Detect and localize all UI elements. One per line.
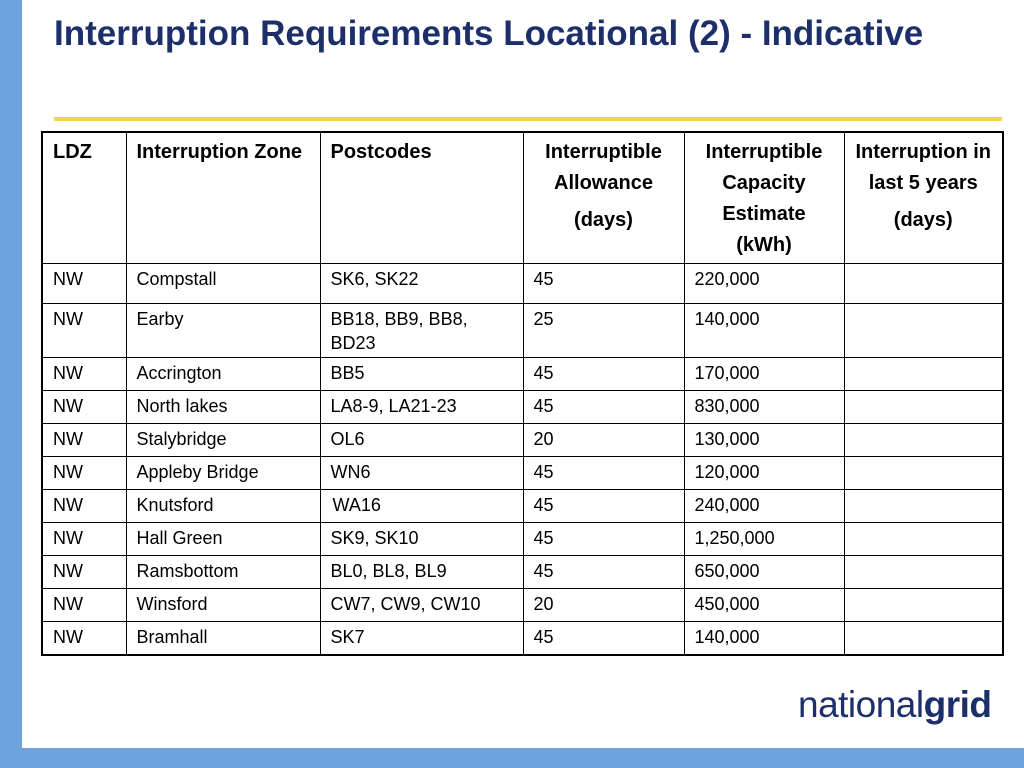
cell-zone: Appleby Bridge: [126, 457, 320, 490]
cell-zone: Accrington: [126, 358, 320, 391]
cell-zone: Bramhall: [126, 622, 320, 656]
cell-ldz: NW: [42, 424, 126, 457]
header-last5-unit: (days): [893, 209, 953, 231]
national-grid-logo: [798, 684, 992, 726]
table-row: [42, 304, 1003, 358]
cell-postcodes: WN6: [320, 457, 523, 490]
cell-ldz: NW: [42, 264, 126, 304]
cell-ldz: NW: [42, 622, 126, 656]
cell-postcodes: SK6, SK22: [320, 264, 523, 304]
cell-capacity: 650,000: [684, 556, 844, 589]
cell-zone: Compstall: [126, 264, 320, 304]
cell-allowance: 45: [523, 490, 684, 523]
logo-text-grid: grid: [923, 684, 992, 725]
table-row: [42, 358, 1003, 391]
cell-zone: Stalybridge: [126, 424, 320, 457]
cell-last5: [844, 556, 1003, 589]
interruption-table: [41, 131, 1004, 656]
cell-capacity: 240,000: [684, 490, 844, 523]
table-row: [42, 523, 1003, 556]
cell-allowance: 45: [523, 358, 684, 391]
cell-last5: [844, 490, 1003, 523]
header-interruptible-capacity: [684, 132, 844, 264]
cell-zone: North lakes: [126, 391, 320, 424]
header-capacity-label: Interruptible Capacity Estimate: [705, 141, 823, 225]
cell-allowance: 45: [523, 523, 684, 556]
cell-postcodes: WA16: [320, 490, 523, 523]
cell-postcodes: BL0, BL8, BL9: [320, 556, 523, 589]
cell-postcodes: CW7, CW9, CW10: [320, 589, 523, 622]
cell-last5: [844, 589, 1003, 622]
cell-allowance: 20: [523, 424, 684, 457]
cell-last5: [844, 391, 1003, 424]
table-row: [42, 622, 1003, 656]
header-allowance-unit: (days): [574, 209, 633, 231]
cell-zone: Ramsbottom: [126, 556, 320, 589]
header-interruptible-allowance: [523, 132, 684, 264]
cell-last5: [844, 424, 1003, 457]
cell-allowance: 25: [523, 304, 684, 358]
table-row: [42, 391, 1003, 424]
cell-zone: Winsford: [126, 589, 320, 622]
table-row: [42, 589, 1003, 622]
cell-allowance: 20: [523, 589, 684, 622]
header-interruption-last-5-years: [844, 132, 1003, 264]
table-row: [42, 490, 1003, 523]
cell-last5: [844, 358, 1003, 391]
cell-postcodes: SK7: [320, 622, 523, 656]
cell-postcodes: SK9, SK10: [320, 523, 523, 556]
table-header-row: [42, 132, 1003, 264]
cell-ldz: NW: [42, 304, 126, 358]
cell-postcodes: BB5: [320, 358, 523, 391]
cell-capacity: 130,000: [684, 424, 844, 457]
logo-text-national: national: [798, 684, 924, 725]
table-row: [42, 556, 1003, 589]
table-row: [42, 264, 1003, 304]
cell-ldz: NW: [42, 391, 126, 424]
cell-ldz: NW: [42, 457, 126, 490]
header-interruption-zone: Interruption Zone: [126, 132, 320, 264]
cell-postcodes: OL6: [320, 424, 523, 457]
cell-capacity: 1,250,000: [684, 523, 844, 556]
table-row: [42, 457, 1003, 490]
cell-allowance: 45: [523, 391, 684, 424]
cell-zone: Knutsford: [126, 490, 320, 523]
cell-capacity: 120,000: [684, 457, 844, 490]
cell-last5: [844, 622, 1003, 656]
cell-ldz: NW: [42, 589, 126, 622]
left-accent-bar: [0, 0, 22, 768]
cell-postcodes: LA8-9, LA21-23: [320, 391, 523, 424]
cell-capacity: 830,000: [684, 391, 844, 424]
title-divider: [54, 117, 1002, 121]
cell-ldz: NW: [42, 556, 126, 589]
cell-capacity: 220,000: [684, 264, 844, 304]
header-allowance-label: Interruptible Allowance: [545, 141, 662, 194]
cell-ldz: NW: [42, 523, 126, 556]
header-postcodes: Postcodes: [320, 132, 523, 264]
cell-last5: [844, 304, 1003, 358]
cell-postcodes: BB18, BB9, BB8, BD23: [320, 304, 523, 358]
cell-allowance: 45: [523, 264, 684, 304]
cell-capacity: 450,000: [684, 589, 844, 622]
table-row: [42, 424, 1003, 457]
cell-last5: [844, 457, 1003, 490]
cell-allowance: 45: [523, 457, 684, 490]
cell-ldz: NW: [42, 358, 126, 391]
cell-last5: [844, 523, 1003, 556]
cell-zone: Hall Green: [126, 523, 320, 556]
bottom-accent-bar: [0, 748, 1024, 768]
slide-title: Interruption Requirements Locational (2) - Indicative: [54, 14, 924, 53]
header-ldz: LDZ: [42, 132, 126, 264]
cell-allowance: 45: [523, 556, 684, 589]
cell-capacity: 170,000: [684, 358, 844, 391]
cell-capacity: 140,000: [684, 304, 844, 358]
cell-last5: [844, 264, 1003, 304]
header-capacity-unit: (kWh): [736, 234, 792, 256]
cell-allowance: 45: [523, 622, 684, 656]
header-last5-label: Interruption in last 5 years: [855, 141, 992, 194]
cell-capacity: 140,000: [684, 622, 844, 656]
cell-zone: Earby: [126, 304, 320, 358]
cell-ldz: NW: [42, 490, 126, 523]
